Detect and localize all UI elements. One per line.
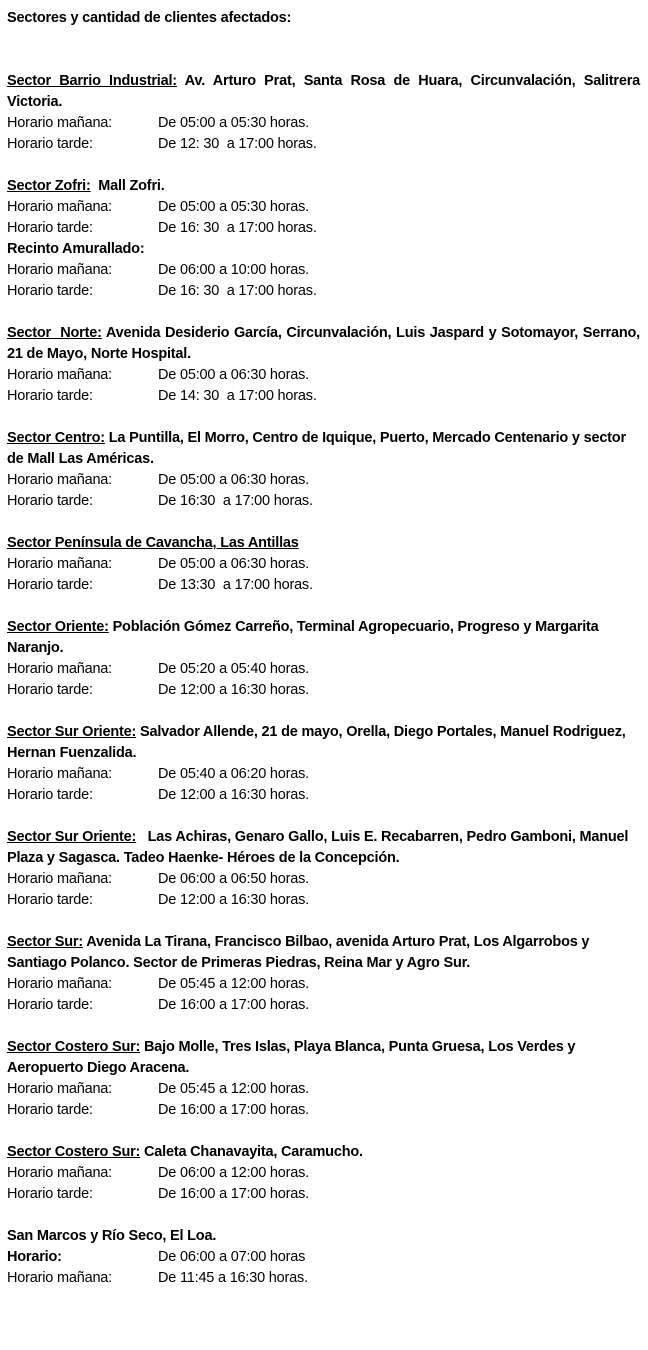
schedule-value: De 16:30 a 17:00 horas.: [158, 493, 313, 509]
schedule-label: Horario:: [7, 1249, 62, 1265]
sector-zofri: [7, 176, 640, 302]
sector-heading: [7, 176, 640, 197]
schedule-row: [7, 1100, 640, 1121]
schedule-row: [7, 554, 640, 575]
sector-sur-oriente-1: [7, 722, 640, 806]
schedule-value: De 05:40 a 06:20 horas.: [158, 766, 309, 782]
sector-barrio-industrial: [7, 71, 640, 155]
sector-norte: [7, 323, 640, 407]
sector-name: Sector Sur Oriente:: [7, 829, 137, 845]
sector-name: Sector Península de Cavancha, Las Antillas: [7, 535, 299, 551]
sector-description: Avenida Desiderio García, Circunvalación, Luis Jaspard y Sotomayor, Serrano, 21 de Mayo, Norte Hospital.: [7, 325, 640, 362]
schedule-label: Horario tarde:: [7, 892, 93, 908]
sector-heading: [7, 428, 640, 470]
sector-heading: [7, 323, 640, 365]
schedule-label: Horario mañana:: [7, 661, 112, 677]
schedule-label: Horario tarde:: [7, 577, 93, 593]
schedule-row: [7, 218, 640, 239]
schedule-row: [7, 869, 640, 890]
schedule-label: Horario mañana:: [7, 1165, 112, 1181]
schedule-label: Horario tarde:: [7, 220, 93, 236]
sector-peninsula-cavancha: [7, 533, 640, 596]
schedule-value: De 06:00 a 10:00 horas.: [158, 262, 309, 278]
sector-name: Sector Costero Sur:: [7, 1144, 141, 1160]
schedule-label: Horario tarde:: [7, 1102, 93, 1118]
sub-sector-heading: Recinto Amurallado:: [7, 241, 145, 257]
sector-name: Sector Zofri:: [7, 178, 91, 194]
sector-name: Sector Sur Oriente:: [7, 724, 137, 740]
schedule-row: [7, 575, 640, 596]
schedule-label: Horario tarde:: [7, 682, 93, 698]
sector-name: Sector Sur:: [7, 934, 83, 950]
schedule-row: [7, 680, 640, 701]
schedule-label: Horario mañana:: [7, 472, 112, 488]
schedule-row: [7, 1079, 640, 1100]
schedule-value: De 05:45 a 12:00 horas.: [158, 1081, 309, 1097]
schedule-label: Horario mañana:: [7, 199, 112, 215]
sector-heading: [7, 617, 640, 659]
schedule-value: De 05:20 a 05:40 horas.: [158, 661, 309, 677]
sector-costero-sur-2: [7, 1142, 640, 1205]
sector-description: San Marcos y Río Seco, El Loa.: [7, 1228, 217, 1244]
sector-description: Población Gómez Carreño, Terminal Agropecuario, Progreso y Margarita Naranjo.: [7, 619, 599, 656]
schedule-row: [7, 260, 640, 281]
schedule-value: De 06:00 a 12:00 horas.: [158, 1165, 309, 1181]
sector-heading: [7, 827, 640, 869]
document-title: Sectores y cantidad de clientes afectados:: [7, 10, 292, 26]
schedule-value: De 06:00 a 06:50 horas.: [158, 871, 309, 887]
schedule-row: [7, 470, 640, 491]
schedule-row: [7, 491, 640, 512]
schedule-value: De 13:30 a 17:00 horas.: [158, 577, 313, 593]
sector-sur-oriente-2: [7, 827, 640, 911]
schedule-row: [7, 995, 640, 1016]
schedule-value: De 16: 30 a 17:00 horas.: [158, 220, 317, 236]
sector-name: Sector Oriente:: [7, 619, 109, 635]
schedule-label: Horario tarde:: [7, 136, 93, 152]
sector-description: Salvador Allende, 21 de mayo, Orella, Diego Portales, Manuel Rodriguez, Hernan Fuenzalida.: [7, 724, 626, 761]
sector-description: Mall Zofri.: [90, 178, 165, 194]
schedule-value: De 16:00 a 17:00 horas.: [158, 997, 309, 1013]
schedule-label: Horario mañana:: [7, 976, 112, 992]
sector-oriente: [7, 617, 640, 701]
sector-sur: [7, 932, 640, 1016]
schedule-row: [7, 1247, 640, 1268]
sector-heading: [7, 722, 640, 764]
schedule-label: Horario tarde:: [7, 787, 93, 803]
sector-description: Bajo Molle, Tres Islas, Playa Blanca, Punta Gruesa, Los Verdes y Aeropuerto Diego Aracena.: [7, 1039, 576, 1076]
schedule-value: De 11:45 a 16:30 horas.: [158, 1270, 308, 1286]
schedule-row: [7, 113, 640, 134]
schedule-value: De 16:00 a 17:00 horas.: [158, 1102, 309, 1118]
schedule-value: De 05:00 a 05:30 horas.: [158, 199, 309, 215]
schedule-row: [7, 659, 640, 680]
sector-heading: [7, 1226, 640, 1247]
schedule-row: [7, 365, 640, 386]
sector-heading: [7, 1037, 640, 1079]
schedule-value: De 12:00 a 16:30 horas.: [158, 682, 309, 698]
sector-centro: [7, 428, 640, 512]
schedule-label: Horario mañana:: [7, 367, 112, 383]
schedule-value: De 05:00 a 06:30 horas.: [158, 367, 309, 383]
schedule-value: De 05:00 a 06:30 horas.: [158, 472, 309, 488]
schedule-label: Horario mañana:: [7, 766, 112, 782]
schedule-label: Horario tarde:: [7, 283, 93, 299]
sector-heading: [7, 71, 640, 113]
schedule-value: De 06:00 a 07:00 horas: [158, 1249, 306, 1265]
sector-heading: [7, 932, 640, 974]
schedule-row: [7, 1184, 640, 1205]
sector-description: Caleta Chanavayita, Caramucho.: [140, 1144, 363, 1160]
sector-description: Avenida La Tirana, Francisco Bilbao, avenida Arturo Prat, Los Algarrobos y Santiago Polanco. Sector de Primeras Piedras, Reina Mar y Agro Sur.: [7, 934, 590, 971]
schedule-row: [7, 785, 640, 806]
schedule-label: Horario mañana:: [7, 115, 112, 131]
schedule-label: Horario tarde:: [7, 997, 93, 1013]
schedule-value: De 05:00 a 06:30 horas.: [158, 556, 309, 572]
sector-heading: [7, 533, 640, 554]
schedule-value: De 12:00 a 16:30 horas.: [158, 787, 309, 803]
sector-heading: [7, 1142, 640, 1163]
schedule-label: Horario mañana:: [7, 556, 112, 572]
schedule-label: Horario tarde:: [7, 1186, 93, 1202]
schedule-row: [7, 281, 640, 302]
sector-name: Sector Costero Sur:: [7, 1039, 141, 1055]
schedule-label: Horario mañana:: [7, 1081, 112, 1097]
schedule-row: [7, 1163, 640, 1184]
schedule-row: [7, 890, 640, 911]
schedule-label: Horario mañana:: [7, 871, 112, 887]
schedule-value: De 05:45 a 12:00 horas.: [158, 976, 309, 992]
sector-san-marcos-rio-seco: [7, 1226, 640, 1289]
schedule-label: Horario mañana:: [7, 262, 112, 278]
schedule-value: De 05:00 a 05:30 horas.: [158, 115, 309, 131]
schedule-row: [7, 197, 640, 218]
schedule-value: De 12: 30 a 17:00 horas.: [158, 136, 317, 152]
schedule-row: [7, 974, 640, 995]
schedule-row: [7, 386, 640, 407]
schedule-row: [7, 1268, 640, 1289]
schedule-row: [7, 764, 640, 785]
sector-name: Sector Centro:: [7, 430, 105, 446]
schedule-value: De 16:00 a 17:00 horas.: [158, 1186, 309, 1202]
schedule-row: [7, 134, 640, 155]
sector-description: Av. Arturo Prat, Santa Rosa de Huara, Circunvalación, Salitrera Victoria.: [7, 73, 641, 110]
schedule-value: De 12:00 a 16:30 horas.: [158, 892, 309, 908]
sector-description: La Puntilla, El Morro, Centro de Iquique, Puerto, Mercado Centenario y sector de Mall Las Américas.: [7, 430, 626, 467]
schedule-label: Horario tarde:: [7, 388, 93, 404]
schedule-value: De 16: 30 a 17:00 horas.: [158, 283, 317, 299]
sector-costero-sur-1: [7, 1037, 640, 1121]
sector-name: Sector Norte:: [7, 325, 102, 341]
sector-description: Las Achiras, Genaro Gallo, Luis E. Recabarren, Pedro Gamboni, Manuel Plaza y Sagasca. Tadeo Haenke- Héroes de la Concepción.: [7, 829, 633, 866]
spacer: [7, 29, 640, 71]
schedule-value: De 14: 30 a 17:00 horas.: [158, 388, 317, 404]
schedule-label: Horario mañana:: [7, 1270, 112, 1286]
schedule-label: Horario tarde:: [7, 493, 93, 509]
sector-name: Sector Barrio Industrial:: [7, 73, 177, 89]
